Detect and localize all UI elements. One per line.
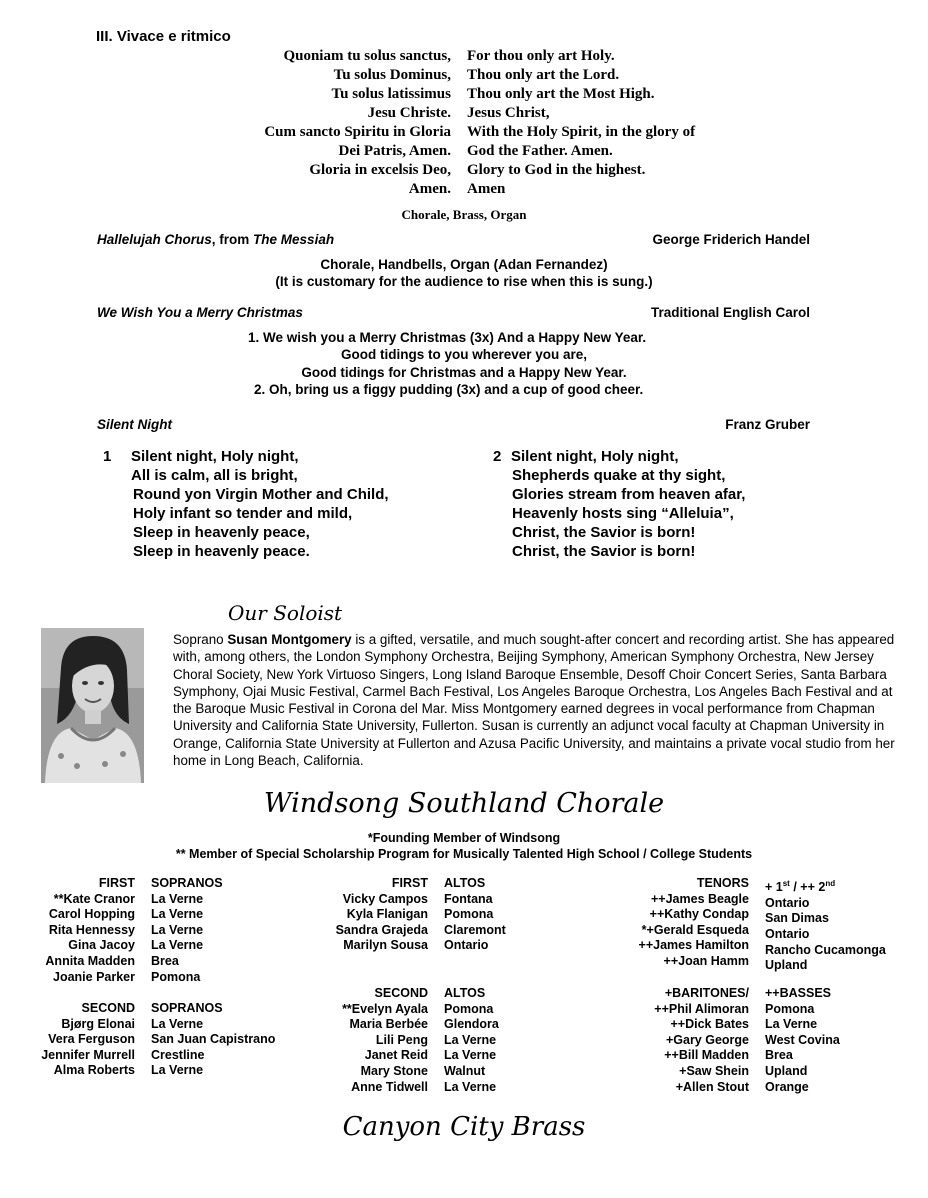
section-label: TENORS (696, 876, 749, 890)
verse1-line: Sleep in heavenly peace, (133, 524, 310, 541)
section-label: +BARITONES/ (664, 986, 749, 1000)
member-name: Alma Roberts (53, 1063, 135, 1078)
tenors-names (639, 876, 749, 970)
verse1-line: Holy infant so tender and mild, (133, 505, 353, 522)
member-name: Bjørg Elonai (61, 1016, 135, 1031)
latin-line: Quoniam tu solus sanctus, (283, 48, 451, 64)
member-city: La Verne (151, 891, 204, 906)
verse2-number: 2 (493, 448, 502, 465)
member-name: ++Dick Bates (670, 1017, 749, 1032)
second-sopranos-cities (151, 1001, 275, 1079)
verse1-line: Silent night, Holy night, (131, 448, 299, 465)
member-name: ++Kathy Condap (649, 907, 749, 922)
member-city: San Juan Capistrano (151, 1032, 276, 1047)
english-line: Amen (467, 181, 506, 197)
silent-composer: Franz Gruber (725, 417, 810, 432)
member-name: ++Joan Hamm (663, 953, 749, 968)
member-name: Joanie Parker (53, 969, 135, 984)
merry-line: Good tidings for Christmas and a Happy New Year. (301, 365, 627, 380)
member-name: Carol Hopping (48, 907, 135, 922)
tenors-cities (765, 876, 886, 974)
member-city: Orange (765, 1079, 809, 1094)
section-label: SECOND (81, 1001, 135, 1015)
member-name: Mary Stone (360, 1063, 428, 1078)
member-name: Vicky Campos (342, 891, 428, 906)
member-name: *+Gerald Esqueda (641, 922, 749, 937)
english-line: For thou only art Holy. (467, 48, 615, 64)
english-line: With the Holy Spirit, in the glory of (467, 124, 696, 140)
section-label: SOPRANOS (151, 876, 223, 890)
first-altos-names (336, 876, 428, 954)
english-line: God the Father. Amen. (467, 143, 613, 159)
second-sopranos-names (41, 1001, 135, 1079)
member-city: Fontana (444, 891, 493, 906)
member-city: Pomona (765, 1001, 815, 1016)
second-altos-cities (444, 986, 499, 1095)
member-name: **Kate Cranor (53, 891, 135, 906)
member-city: San Dimas (765, 911, 829, 926)
member-name: ++James Hamilton (638, 938, 749, 953)
member-city: Pomona (444, 1001, 494, 1016)
member-city: La Verne (151, 1016, 204, 1031)
verse1-line: All is calm, all is bright, (131, 467, 298, 484)
section-label: SECOND (374, 986, 428, 1000)
member-city: Crestline (151, 1047, 205, 1062)
basses-cities (765, 986, 840, 1095)
hallelujah-title: Hallelujah Chorus (97, 232, 212, 247)
first-sopranos-cities (151, 876, 223, 985)
english-line: Thou only art the Most High. (467, 86, 655, 102)
member-city: La Verne (444, 1048, 497, 1063)
member-name: Maria Berbée (349, 1017, 428, 1032)
member-name: Jennifer Murrell (41, 1047, 135, 1062)
verse2-line: Shepherds quake at thy sight, (512, 467, 726, 484)
latin-line: Tu solus latissimus (331, 86, 451, 102)
verse2-line: Silent night, Holy night, (511, 448, 679, 465)
latin-line: Cum sancto Spiritu in Gloria (264, 124, 451, 140)
member-name: Anne Tidwell (351, 1079, 428, 1094)
member-city: West Covina (765, 1032, 840, 1047)
movement-title: III. Vivace e ritmico (96, 28, 231, 45)
member-name: +Allen Stout (675, 1079, 749, 1094)
latin-line: Amen. (408, 181, 451, 197)
movement-performers: Chorale, Brass, Organ (401, 207, 527, 222)
member-city: Walnut (444, 1063, 486, 1078)
member-city: La Verne (151, 1063, 204, 1078)
member-city: Glendora (444, 1017, 499, 1032)
member-city: Brea (765, 1048, 793, 1063)
merry-composer: Traditional English Carol (650, 305, 810, 320)
member-name: +Saw Shein (679, 1063, 749, 1078)
first-altos-cities (444, 876, 506, 954)
member-city: Upland (765, 958, 808, 973)
first-sopranos-names (45, 876, 135, 985)
member-name: +Gary George (665, 1032, 749, 1047)
member-city: La Verne (151, 907, 204, 922)
member-city: La Verne (444, 1079, 497, 1094)
second-altos-names (342, 986, 428, 1095)
member-city: Pomona (151, 969, 201, 984)
section-label: ALTOS (444, 986, 486, 1000)
merry-line: Good tidings to you wherever you are, (340, 347, 588, 362)
verse1-number: 1 (103, 448, 112, 465)
member-city: Upland (765, 1063, 808, 1078)
member-city: La Verne (444, 1032, 497, 1047)
silent-title: Silent Night (97, 417, 172, 432)
member-city: Rancho Cucamonga (765, 942, 886, 957)
member-city: La Verne (765, 1017, 818, 1032)
member-city: Brea (151, 953, 179, 968)
member-name: ++Phil Alimoran (654, 1001, 749, 1016)
member-city: Claremont (444, 922, 506, 937)
member-city: Ontario (444, 938, 489, 953)
hallelujah-performers: Chorale, Handbells, Organ (Adan Fernandez) (320, 257, 608, 272)
hallelujah-note: (It is customary for the audience to rise when this is sung.) (275, 274, 653, 289)
latin-line: Dei Patris, Amen. (338, 143, 451, 159)
latin-line: Tu solus Dominus, (333, 67, 451, 83)
soloist-bio (173, 631, 903, 769)
member-city: Ontario (765, 926, 810, 941)
soloist-heading: Our Soloist (228, 601, 343, 625)
section-label: ALTOS (444, 876, 486, 890)
hallelujah-title-line (97, 232, 334, 247)
member-name: ++James Beagle (651, 891, 749, 906)
chorale-heading: Windsong Southland Chorale (263, 788, 665, 819)
hallelujah-from: , from (211, 232, 254, 247)
member-city: Pomona (444, 907, 494, 922)
bio-prefix: Soprano (173, 632, 228, 647)
member-name: Lili Peng (375, 1032, 428, 1047)
chorale-note-scholarship: ** Member of Special Scholarship Program for Musically Talented High School / College Students (175, 847, 753, 861)
verse2-line: Christ, the Savior is born! (512, 524, 696, 541)
section-label: FIRST (391, 876, 428, 890)
hallelujah-work: The Messiah (253, 232, 335, 247)
member-name: Janet Reid (364, 1048, 428, 1063)
member-name: Marilyn Sousa (343, 938, 428, 953)
hallelujah-composer: George Friderich Handel (652, 232, 810, 247)
verse1-line: Round yon Virgin Mother and Child, (133, 486, 389, 503)
member-name: Vera Ferguson (48, 1032, 135, 1047)
member-name: Annita Madden (45, 953, 135, 968)
verse2-line: Christ, the Savior is born! (512, 543, 696, 560)
member-city: La Verne (151, 938, 204, 953)
basses-names (654, 986, 749, 1095)
section-label: + 1st / ++ 2nd (765, 879, 836, 895)
member-city: La Verne (151, 922, 204, 937)
verse1-line: Sleep in heavenly peace. (133, 543, 310, 560)
soloist-photo-image (41, 628, 144, 783)
merry-line: 2. Oh, bring us a figgy pudding (3x) and a cup of good cheer. (254, 382, 644, 397)
member-name: Gina Jacoy (68, 938, 135, 953)
english-line: Jesus Christ, (467, 105, 550, 121)
english-line: Thou only art the Lord. (467, 67, 620, 83)
chorale-note-founding: *Founding Member of Windsong (367, 831, 561, 845)
member-name: **Evelyn Ayala (342, 1001, 428, 1016)
merry-line: 1. We wish you a Merry Christmas (3x) And a Happy New Year. (248, 330, 647, 345)
brass-heading: Canyon City Brass (342, 1112, 586, 1142)
english-line: Glory to God in the highest. (467, 162, 646, 178)
member-name: Kyla Flanigan (346, 907, 428, 922)
soloist-photo (41, 628, 144, 783)
verse2-line: Heavenly hosts sing “Alleluia”, (512, 505, 734, 522)
section-label: ++BASSES (765, 986, 832, 1000)
soloist-name: Susan Montgomery (227, 632, 352, 647)
merry-title: We Wish You a Merry Christmas (97, 305, 303, 320)
latin-line: Jesu Christe. (367, 105, 451, 121)
latin-line: Gloria in excelsis Deo, (309, 162, 451, 178)
section-label: FIRST (98, 876, 135, 890)
member-name: Rita Hennessy (48, 922, 135, 937)
section-label: SOPRANOS (151, 1001, 223, 1015)
member-name: Sandra Grajeda (335, 922, 428, 937)
member-name: ++Bill Madden (664, 1048, 749, 1063)
bio-text: is a gifted, versatile, and much sought-after concert and recording artist. She has appeared with, among others, the London Symphony Orchestra, Beijing Symphony, American Symphony Orchestra, New Jersey Choral Society, New York Virtuoso Singers, Long Island Baroque Ensemble, Desoff Choir Concert Series, Santa Barbara Symphony, Ojai Music Festival, Carmel Bach Festival, Los Angeles Baroque Orchestra, Los Angeles Bach Festival and at the Baroque Music Festival in Corona del Mar. Miss Montgomery earned degrees in vocal performance from Chapman University and California State University, Fullerton. Susan is currently an adjunct vocal faculty at Chapman University in Orange, California State University at Fullerton and Azusa Pacific University, and maintains a private vocal studio from her home in Long Beach, California. (173, 632, 895, 769)
verse2-line: Glories stream from heaven afar, (512, 486, 746, 503)
member-city: Ontario (765, 895, 810, 910)
